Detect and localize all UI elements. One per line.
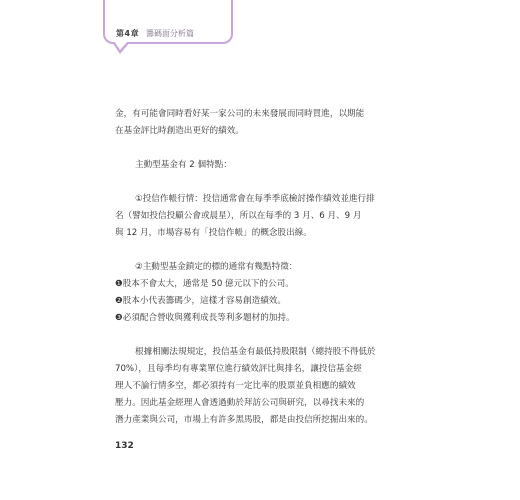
- paragraph-line: 理人不論行情多空，都必須持有一定比率的股票並負相應的績效: [115, 381, 356, 391]
- paragraph-line: 在基金評比時創造出更好的績效。: [115, 126, 244, 136]
- point-2-item: ❶股本不會太大，通常是 50 億元以下的公司。: [115, 279, 294, 289]
- point-2-title: ②主動型基金鎖定的標的通常有幾點特徵：: [135, 262, 298, 272]
- paragraph-line: 根據相關法規規定，投信基金有最低持股限制（總持股不得低於: [135, 347, 376, 357]
- chapter-number: 第4章: [116, 29, 140, 38]
- chapter-title: 籌碼面分析篇: [146, 29, 194, 38]
- point-2-item: ❸必須配合營收與獲利成長等利多題材的加持。: [115, 313, 295, 323]
- page-number: 132: [115, 441, 134, 451]
- bubble-tail-inner: [114, 41, 128, 50]
- point-1-line: 名（譬如投信投顧公會或晨星），所以在每季的 3 月、6 月、9 月: [115, 211, 362, 221]
- paragraph-line: 金，有可能會同時看好某一家公司的未來發展而同時買進，以期能: [115, 109, 365, 119]
- paragraph-line: 壓力。因此基金經理人會透過動於拜訪公司與研究，以尋找未來的: [115, 398, 365, 408]
- point-2-item: ❷股本小代表籌碼少，這樣才容易創造績效。: [115, 296, 286, 306]
- page-body: [115, 106, 415, 429]
- paragraph-line: 70%），且每季均有專業單位進行績效評比與排名，讓投信基金經: [115, 364, 362, 374]
- point-1-line: ①投信作帳行情：投信通常會在每季季底檢討操作績效並進行排: [135, 194, 375, 204]
- section-heading: 主動型基金有 2 個特點：: [135, 160, 232, 170]
- paragraph-line: 潛力產業與公司，市場上有許多黑馬股，都是由投信所挖掘出來的。: [115, 415, 373, 425]
- point-1-line: 與 12 月，市場容易有「投信作帳」的概念股出線。: [115, 228, 312, 238]
